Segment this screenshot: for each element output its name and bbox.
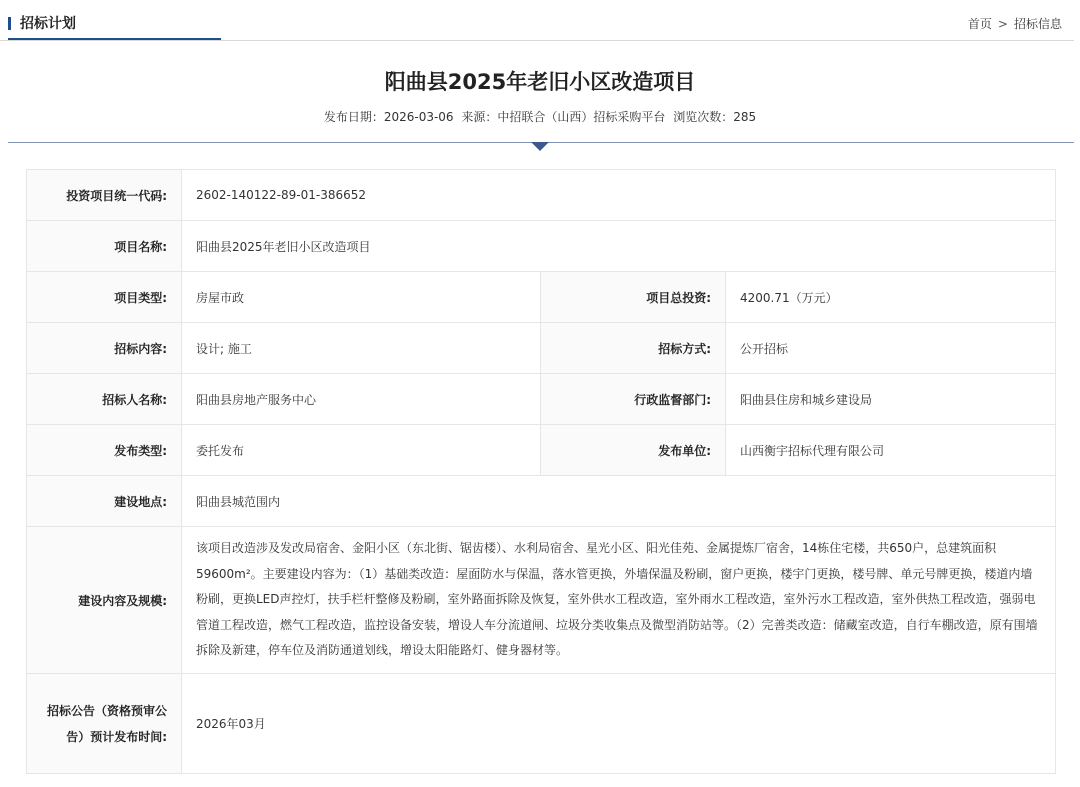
- publish-date: 发布日期：2026-03-06: [323, 110, 454, 124]
- release-type-value: 委托发布: [182, 425, 541, 476]
- announce-time-value: 2026年03月: [182, 674, 1056, 774]
- divider-down-arrow-icon: [531, 142, 549, 151]
- scope-value: 该项目改造涉及发改局宿舍、金阳小区（东北街、锯齿楼）、水利局宿舍、星光小区、阳光佳苑、金属提炼厂宿舍，14栋住宅楼，共650户，总建筑面积59600m²。主要建设内容为：（1）基础类改造：屋面防水与保温，落水管更换，外墙保温及粉刷，窗户更换，楼宇门更换，楼号牌、单元号牌更换，楼道内墙粉刷，更换LED声控灯，扶手栏杆整修及粉刷，室外路面拆除及恢复，室外供水工程改造，室外雨水工程改造，室外污水工程改造，室外供热工程改造，强弱电管道工程改造，燃气工程改造，监控设备安装，增设人车分流道闸、垃圾分类收集点及微型消防站等。（2）完善类改造：储藏室改造，自行车棚改造，原有围墙拆除及新建，停车位及消防通道划线，增设太阳能路灯、健身器材等。: [182, 527, 1056, 674]
- method-label: 招标方式:: [541, 323, 726, 374]
- content-label: 招标内容:: [27, 323, 182, 374]
- breadcrumb-current-link[interactable]: 招标信息: [1013, 17, 1062, 31]
- announce-time-label: 招标公告（资格预审公告）预计发布时间:: [27, 674, 182, 774]
- name-label: 项目名称:: [27, 221, 182, 272]
- top-bar: [0, 0, 1074, 41]
- section-title: 招标计划: [20, 16, 76, 32]
- breadcrumb-home-link[interactable]: 首页: [967, 17, 992, 31]
- table-row: [27, 527, 1056, 674]
- source: 来源：中招联合（山西）招标采购平台: [461, 110, 666, 124]
- table-row: [27, 374, 1056, 425]
- investment-label: 项目总投资:: [541, 272, 726, 323]
- table-row: [27, 674, 1056, 774]
- location-value: 阳曲县城范围内: [182, 476, 1056, 527]
- publisher-value: 山西衡宇招标代理有限公司: [726, 425, 1056, 476]
- breadcrumb-separator: >: [997, 17, 1008, 31]
- name-value: 阳曲县2025年老旧小区改造项目: [182, 221, 1056, 272]
- scope-label: 建设内容及规模:: [27, 527, 182, 674]
- table-row: [27, 476, 1056, 527]
- section-header: [8, 13, 76, 33]
- investment-value: 4200.71（万元）: [726, 272, 1056, 323]
- type-label: 项目类型:: [27, 272, 182, 323]
- project-info-table: [26, 169, 1056, 774]
- section-title-underline: [8, 38, 221, 40]
- type-value: 房屋市政: [182, 272, 541, 323]
- content-value: 设计; 施工: [182, 323, 541, 374]
- article-meta: [0, 108, 1080, 125]
- section-marker: [8, 17, 11, 30]
- code-label: 投资项目统一代码:: [27, 170, 182, 221]
- table-row: [27, 170, 1056, 221]
- table-row: [27, 323, 1056, 374]
- view-count: 浏览次数：285: [673, 110, 757, 124]
- breadcrumb: [968, 15, 1062, 32]
- method-value: 公开招标: [726, 323, 1056, 374]
- code-value: 2602-140122-89-01-386652: [182, 170, 1056, 221]
- table-row: [27, 221, 1056, 272]
- publisher-label: 发布单位:: [541, 425, 726, 476]
- table-row: [27, 272, 1056, 323]
- tenderer-label: 招标人名称:: [27, 374, 182, 425]
- supervisor-label: 行政监督部门:: [541, 374, 726, 425]
- page-title: 阳曲县2025年老旧小区改造项目: [384, 70, 696, 94]
- table-row: [27, 425, 1056, 476]
- release-type-label: 发布类型:: [27, 425, 182, 476]
- supervisor-value: 阳曲县住房和城乡建设局: [726, 374, 1056, 425]
- tenderer-value: 阳曲县房地产服务中心: [182, 374, 541, 425]
- location-label: 建设地点:: [27, 476, 182, 527]
